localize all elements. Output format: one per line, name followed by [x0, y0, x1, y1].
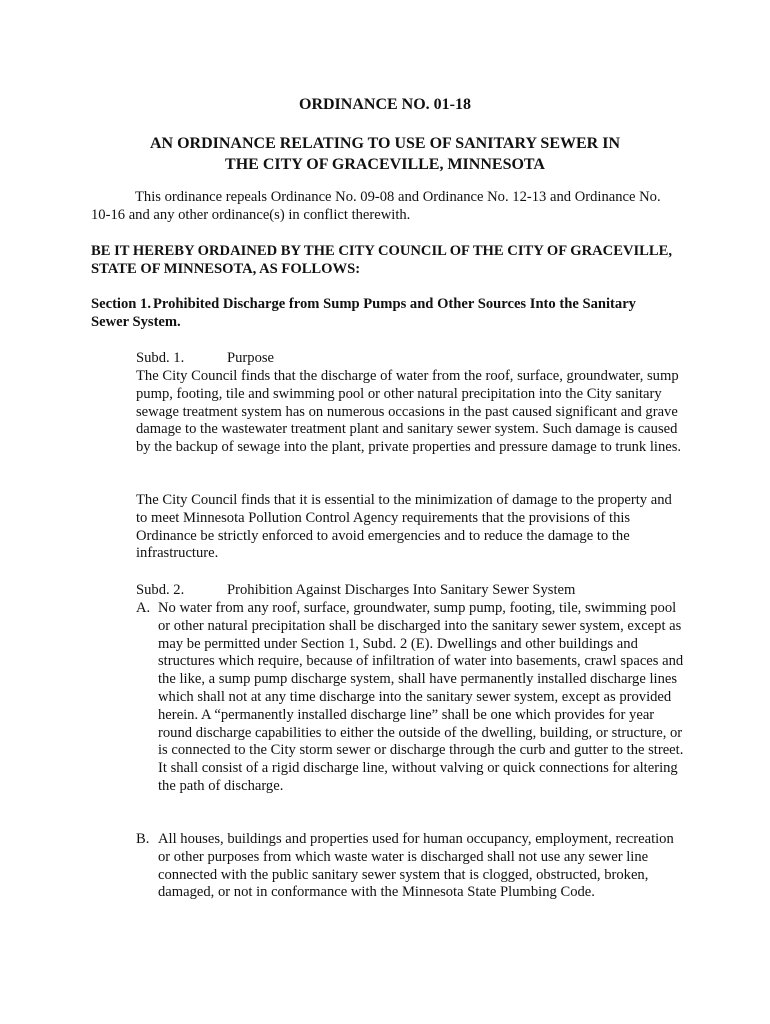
- subd-2-item-b: [136, 831, 684, 902]
- section-1-heading: [91, 296, 651, 332]
- enactment-clause: BE IT HEREBY ORDAINED BY THE CITY COUNCIL OF THE CITY OF GRACEVILLE, STATE OF MINNESOTA, AS FOLLOWS:: [91, 243, 673, 277]
- subd-2-item-a: [136, 600, 684, 796]
- subd-2-number: Subd. 2.: [136, 582, 185, 598]
- subtitle-line-2: THE CITY OF GRACEVILLE, MINNESOTA: [225, 156, 545, 173]
- ordinance-subtitle: [0, 133, 770, 175]
- subd-2-heading: [136, 582, 696, 600]
- subd-1-paragraph-1: The City Council finds that the discharge of water from the roof, surface, groundwater, sump pump, footing, tile and swimming pool or other natural precipitation into the City sanitary sewage treatment system has on numerous occasions in the past caused significant and grave damage to the wastewater treatment plant and sanitary sewer system. Such damage is caused by the backup of sewage into the plant, private properties and pressure damage to trunk lines.: [136, 368, 682, 456]
- item-b-label: B.: [136, 831, 150, 847]
- subd-1-paragraph-2: The City Council finds that it is essential to the minimization of damage to the property and to meet Minnesota Pollution Control Agency requirements that the provisions of this Ordinance be strictly enforced to avoid emergencies and to reduce the damage to the infrastructure.: [136, 492, 672, 562]
- repeal-paragraph: This ordinance repeals Ordinance No. 09-08 and Ordinance No. 12-13 and Ordinance No. 10-16 and any other ordinance(s) in conflict therewith.: [91, 189, 661, 223]
- item-b-text: All houses, buildings and properties used for human occupancy, employment, recreation or other purposes from which waste water is discharged shall not use any sewer line connected with the public sanitary sewer system that is clogged, obstructed, broken, damaged, or not in conformance with the Minnesota State Plumbing Code.: [158, 831, 674, 901]
- subtitle-line-1: AN ORDINANCE RELATING TO USE OF SANITARY SEWER IN: [149, 135, 621, 152]
- section-1-number: Section 1.: [91, 296, 151, 312]
- subd-1-title: Purpose: [227, 350, 275, 366]
- ordinance-title: ORDINANCE NO. 01-18: [299, 96, 471, 113]
- item-a-label: A.: [136, 600, 151, 616]
- subd-2-title: Prohibition Against Discharges Into Sanitary Sewer System: [227, 582, 576, 598]
- section-1-title: Prohibited Discharge from Sump Pumps and Other Sources Into the Sanitary Sewer System.: [91, 296, 636, 330]
- subd-1-heading: [136, 350, 696, 368]
- item-a-text: No water from any roof, surface, groundwater, sump pump, footing, tile, swimming pool or other natural precipitation shall be discharged into the sanitary sewer system, except as may be permitted under Section 1, Subd. 2 (E). Dwellings and other buildings and structures which require, because of infiltration of water into basements, crawl spaces and the like, a sump pump discharge system, shall have permanently installed discharge lines which shall not at any time discharge into the sanitary sewer system, except as provided herein. A “permanently installed discharge line” shall be one which provides for year round discharge capabilities to either the outside of the dwelling, building, or structure, or is connected to the City storm sewer or discharge through the curb and gutter to the street. It shall consist of a rigid discharge line, without valving or quick connections for altering the path of discharge.: [158, 600, 684, 794]
- subd-1-number: Subd. 1.: [136, 350, 185, 366]
